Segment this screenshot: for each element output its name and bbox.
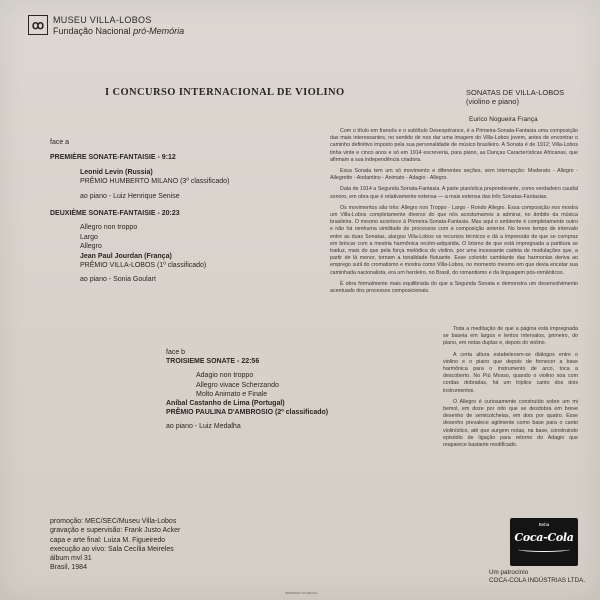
museum-logo-icon: ꝏ bbox=[28, 15, 48, 35]
side-b-prize: PRÊMIO PAULINA D'AMBROSIO (2º classificado) bbox=[166, 409, 329, 417]
essay-paragraph: O Allegro é curiosamente construído sobre um mi bemol, em doze por oito que se desdobra em breve desenho de semicolcheias, em dois por quatro. Esse desenho prevalece agilmente como base para o canto violinístico, até que surgem notas, na base, construindo episódio de ligação para retorno do Adagio que reaparece bastante modificado. bbox=[443, 398, 578, 449]
side-a-work-1-prize: PRÊMIO HUMBERTO MILANO (3º classificado) bbox=[80, 178, 230, 186]
sonatas-subtitle: (violino e piano) bbox=[466, 97, 519, 106]
credit-line: gravação e supervisão: Frank Justo Acker bbox=[50, 527, 181, 535]
side-a-work-1: PREMIÈRE SONATE-FANTAISIE - 9:12 bbox=[50, 154, 176, 162]
essay-paragraph: Toda a meditação de que a página está impregnada se baseia em largos e lentos intervalos, primeiro, do piano, em notas duplas e, depois do violino. bbox=[443, 326, 578, 347]
movement-item: Largo bbox=[80, 233, 98, 241]
coca-cola-logo bbox=[510, 518, 578, 566]
side-a-work-1-performer: Leonid Levin (Russia) bbox=[80, 168, 153, 176]
side-a-label: face a bbox=[50, 139, 70, 146]
side-a-work-2-piano: ao piano - Sonia Goulart bbox=[80, 276, 156, 284]
essay-paragraph: Data de 1914 a Segunda Sonata-Fantasia. A parte pianística preponderante, como verdadeiro caudal sonoro, em obra que é relativamente extensa — a mais extensa das três Sonatas-Fantasias. bbox=[330, 186, 578, 200]
sponsor-line: Um patrocínio bbox=[489, 569, 529, 576]
essay-paragraph: Essa Sonata tem um só movimento e diferentes seções, sem interrupção: Moderato - Allegro - Allegretto - Andantino - Animato - Adagio - Allegro. bbox=[330, 168, 578, 182]
production-credits bbox=[50, 517, 180, 573]
essay-paragraph: A certa altura estabelecem-se diálogos entre o violino e o piano que depois de fornecer a base harmônica para o instrumento de arco, toca a descoberto. No Più Mosso, quando o violino soa com cordas dobradas, há um tríplice canto dos dois instrumentos. bbox=[443, 351, 578, 394]
museum-logo-text bbox=[53, 15, 184, 37]
movement-item: Allegro vivace Scherzando bbox=[196, 381, 279, 389]
coca-cola-beba: Beba bbox=[538, 522, 550, 527]
side-b-piano: ao piano - Luiz Medalha bbox=[166, 423, 241, 431]
side-b-label: face b bbox=[166, 349, 186, 356]
sonatas-title: SONATAS DE VILLA-LOBOS bbox=[466, 88, 565, 97]
credit-line: execução ao vivo: Sala Cecília Meireles bbox=[50, 545, 174, 553]
credit-line: promoção: MEC/SEC/Museu Villa-Lobos bbox=[50, 518, 177, 525]
side-a-work-2-performer: Jean Paul Jourdan (França) bbox=[80, 252, 172, 260]
foundation-name: Fundação Nacional pró-Memória bbox=[53, 26, 185, 36]
credit-line: álbum mvl 31 bbox=[50, 555, 92, 563]
essay-author: Eurico Nogueira França bbox=[469, 116, 538, 123]
side-b-performer: Aníbal Castanho de Lima (Portugal) bbox=[166, 400, 285, 408]
museum-logo bbox=[28, 15, 184, 37]
essay-paragraph: Os movimentos são três: Allegro non Troppo - Largo - Rondo Allegro. Essa composição nos mostra um Villa-Lobos completamente diverso do que nós acostumamos a admirar, no âmbito da música brasileira. O mesmo acontece à Primeira-Sonata-Fantasia. Mas aqui o ambiente é completamente outro e não há nenhuma similitude de processos com a composição anterior. No breve tempo de intervalo entre as duas Sonatas, alargou Villa-Lobos os recursos técnicos e dá a impressão de que se compraz em brincar com a mestria harmônica recém-adquirida. O lirismo de que está impregnada a partitura se traduz, mais do que pela força melódica do violino, por uma incessante cadeia de modulações que, a partir de lá menor, tornam a tonalidade flutuante. Esse colorido cambiante das harmonias deriva ao emprego sutil do cromatismo e mostra como Villa-Lobos, no momento mesmo em que devia encetar sua caminhada nacionalista, era um herdeiro, no Brasil, do romantismo e da linguagem pós-românticos. bbox=[330, 204, 578, 276]
credit-line: capa e arte final: Luiza M. Figueiredo bbox=[50, 536, 166, 544]
print-note: IMPRESSO NO BRASIL bbox=[285, 591, 318, 595]
side-b-tracklist bbox=[166, 348, 426, 432]
movement-item: Adagio non troppo bbox=[196, 372, 254, 380]
side-a-work-2-prize: PRÊMIO VILLA-LOBOS (1º classificado) bbox=[80, 262, 207, 270]
essay-column-1 bbox=[330, 128, 578, 299]
sonatas-header bbox=[466, 88, 564, 106]
museum-name: MUSEU VILLA-LOBOS bbox=[53, 15, 152, 25]
side-b-work: TROISIEME SONATE - 22:56 bbox=[166, 358, 260, 366]
movement-item: Allegro bbox=[80, 243, 102, 251]
dynamic-ribbon-icon bbox=[518, 547, 570, 552]
movement-item: Allegro non troppo bbox=[80, 224, 138, 232]
movement-item: Molto Animato e Finale bbox=[196, 390, 268, 398]
essay-column-2 bbox=[443, 326, 578, 453]
essay-paragraph: É obra formalmente mais equilibrada do que a Segunda Sonata e demonstra um desenvolvimento acentuado dos processos composicionais. bbox=[330, 280, 578, 295]
page-title: I CONCURSO INTERNACIONAL DE VIOLINO bbox=[105, 87, 345, 98]
side-a-work-1-piano: ao piano - Luiz Henrique Senise bbox=[80, 192, 180, 200]
essay-paragraph: Com o título em francês e o subtítulo Desespérance, é a Primeira-Sonata-Fantasia uma composição das mais interessantes, no sentido de nos dar uma imagem do Villa-Lobos jovem, antes de encontrar o caminho definitivo imposto pela sua personalidade de músico brasileiro. A Sonata é de 1912; Villa-Lobos tinha vinte e cinco anos e só em 1914 escreveria, para piano, as Danças Características Africanas, que afirmam a sua independência criadora. bbox=[330, 128, 578, 163]
side-a-work-2: DEUXIÈME SONATE-FANTAISIE - 20:23 bbox=[50, 210, 180, 218]
credit-line: Brasil, 1984 bbox=[50, 564, 87, 572]
sponsor-text bbox=[489, 569, 585, 585]
side-a-tracklist bbox=[50, 138, 320, 285]
coca-cola-wordmark: Coca-Cola bbox=[514, 531, 574, 544]
sponsor-line: COCA-COLA INDÚSTRIAS LTDA. bbox=[489, 577, 586, 584]
